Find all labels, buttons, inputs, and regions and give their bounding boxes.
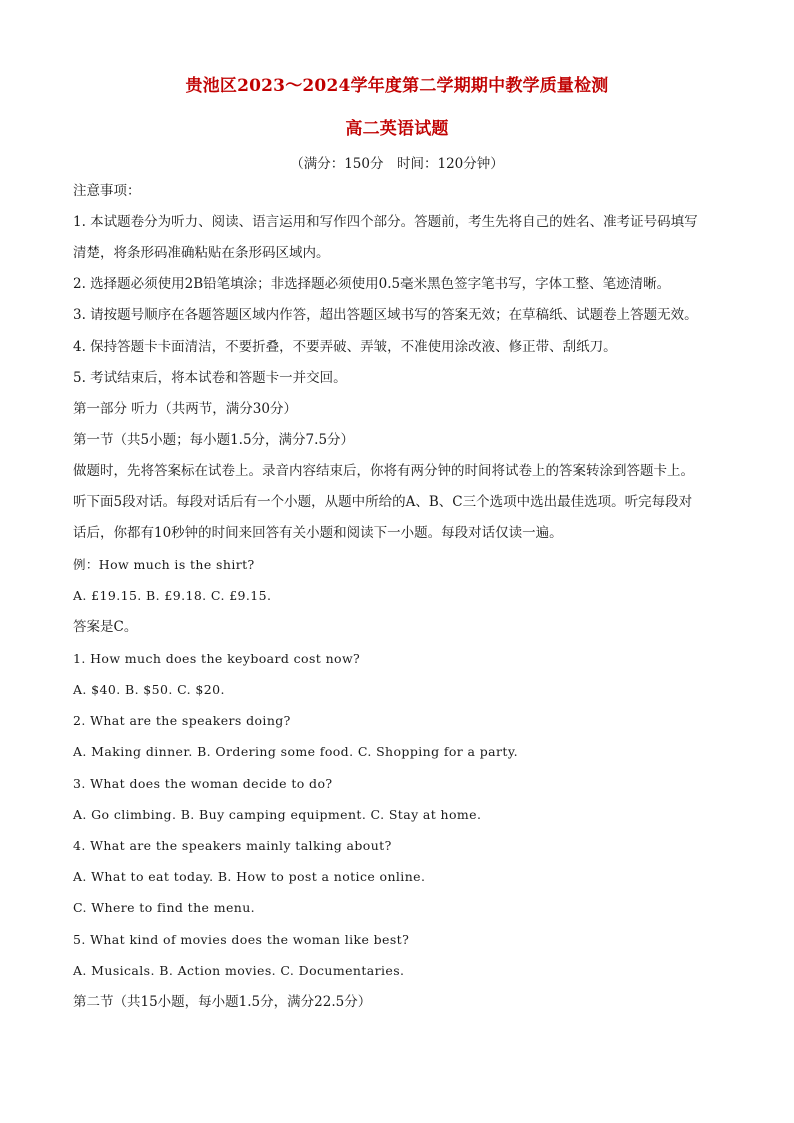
instruction-line-1: 做题时，先将答案标在试卷上。录音内容结束后，你将有两分钟的时间将试卷上的答案转涂到答题卡上。 — [73, 463, 694, 479]
question-2-options: A. Making dinner. B. Ordering some food. C. Shopping for a party. — [73, 744, 518, 759]
example-question: 例：How much is the shirt? — [73, 557, 255, 572]
exam-title: 贵池区2023～2024学年度第二学期期中教学质量检测 — [185, 76, 609, 96]
question-3: 3. What does the woman decide to do? — [73, 776, 333, 791]
score-time-info: （满分：150分 时间：120分钟） — [290, 156, 504, 172]
part1-heading: 第一部分 听力（共两节，满分30分） — [73, 401, 297, 417]
section1-heading: 第一节（共5小题；每小题1.5分，满分7.5分） — [73, 432, 355, 448]
notice-item-4: 4. 保持答题卡卡面清洁，不要折叠，不要弄破、弄皱，不准使用涂改液、修正带、刮纸刀。 — [73, 339, 617, 355]
example-options: A. £19.15. B. £9.18. C. £9.15. — [73, 588, 272, 603]
question-5: 5. What kind of movies does the woman like best? — [73, 932, 410, 947]
example-answer: 答案是C。 — [73, 619, 138, 635]
question-4: 4. What are the speakers mainly talking about? — [73, 838, 392, 853]
question-1-options: A. $40. B. $50. C. $20. — [73, 682, 225, 697]
instruction-line-2: 听下面5段对话。每段对话后有一个小题，从题中所给的A、B、C三个选项中选出最佳选项。听完每段对 — [73, 494, 693, 510]
question-3-options: A. Go climbing. B. Buy camping equipment. C. Stay at home. — [73, 807, 482, 822]
question-4-options-ab: A. What to eat today. B. How to post a notice online. — [73, 869, 426, 884]
notice-item-2: 2. 选择题必须使用2B铅笔填涂；非选择题必须使用0.5毫米黑色签字笔书写，字体工整、笔迹清晰。 — [73, 276, 671, 292]
notice-item-1: 1. 本试题卷分为听力、阅读、语言运用和写作四个部分。答题前，考生先将自己的姓名、准考证号码填写 — [73, 214, 698, 230]
question-1: 1. How much does the keyboard cost now? — [73, 651, 361, 666]
question-2: 2. What are the speakers doing? — [73, 713, 291, 728]
question-4-option-c: C. Where to find the menu. — [73, 900, 256, 915]
notice-item-3: 3. 请按题号顺序在各题答题区域内作答，超出答题区域书写的答案无效；在草稿纸、试题卷上答题无效。 — [73, 307, 698, 323]
instruction-line-3: 话后，你都有10秒钟的时间来回答有关小题和阅读下一小题。每段对话仅读一遍。 — [73, 525, 563, 541]
question-5-options: A. Musicals. B. Action movies. C. Documentaries. — [73, 963, 405, 978]
notice-heading: 注意事项： — [73, 183, 141, 199]
notice-item-1-cont: 清楚，将条形码准确粘贴在条形码区域内。 — [73, 245, 330, 261]
section2-heading: 第二节（共15小题，每小题1.5分，满分22.5分） — [73, 994, 372, 1010]
exam-subject-title: 高二英语试题 — [345, 119, 449, 139]
notice-item-5: 5. 考试结束后，将本试卷和答题卡一并交回。 — [73, 370, 347, 386]
